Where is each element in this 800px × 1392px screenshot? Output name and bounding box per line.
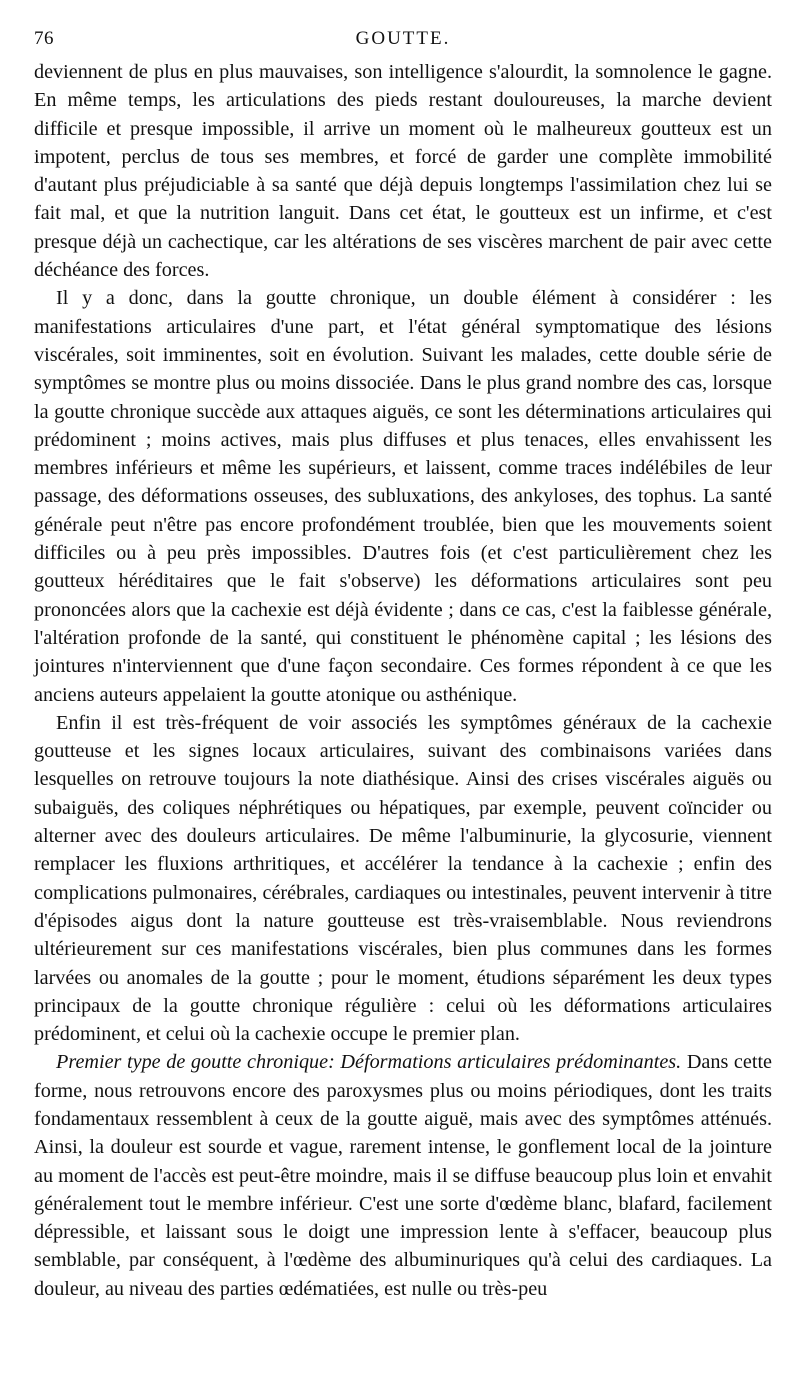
paragraph-2: Il y a donc, dans la goutte chronique, un double élément à considérer : les manifestations articulaires d'une part, et l'état général symptomatique des lésions viscérales, soit imminentes, soit en évolution. Suivant les malades, cette double série de symptômes se montre plus ou moins dissociée. Dans le plus grand nombre des cas, lorsque la goutte chronique succède aux attaques aiguës, ce sont les déterminations articulaires qui prédominent ; moins actives, mais plus diffuses et plus tenaces, elles envahissent les membres inférieurs et même les supérieurs, et laissent, comme traces indélébiles de leur passage, des déformations osseuses, des subluxations, des ankyloses, des tophus. La santé générale peut n'être pas encore profondément troublée, bien que les mouvements soient difficiles ou à peu près impossibles. D'autres fois (et c'est particulièrement chez les goutteux héréditaires que le fait s'observe) les déformations articulaires sont peu prononcées alors que la cachexie est déjà évidente ; dans ce cas, c'est la faiblesse générale, l'altération profonde de la santé, qui constituent le phénomène capital ; les lésions des jointures n'interviennent que d'une façon secondaire. Ces formes répondent à ce que les anciens auteurs appelaient la goutte atonique ou asthénique. [34,287,772,706]
paragraph-4 [34,1048,772,1303]
book-page [34,28,772,1303]
page-number: 76 [34,28,54,49]
body-text [34,58,772,1303]
running-head [34,28,772,58]
section-heading-italic: Premier type de goutte chronique: Déformations articulaires prédominantes. [56,1051,682,1074]
running-title: GOUTTE. [355,28,451,49]
paragraph-1: deviennent de plus en plus mauvaises, son intelligence s'alourdit, la somnolence le gagne. En même temps, les articulations des pieds restant douloureuses, la marche devient difficile et presque impossible, il arrive un moment où le malheureux goutteux est un impotent, perclus de tous ses membres, et forcé de garder une complète immobilité d'autant plus préjudiciable à sa santé que déjà depuis longtemps l'assimilation chez lui se fait mal, et que la nutrition languit. Dans cet état, le goutteux est un infirme, et c'est presque déjà un cachectique, car les altérations de ses viscères marchent de pair avec cette déchéance des forces. [34,61,772,282]
paragraph-4-text: Dans cette forme, nous retrouvons encore des paroxysmes plus ou moins périodiques, dont les traits fondamentaux ressemblent à ceux de la goutte aiguë, mais avec des symptômes atténués. Ainsi, la douleur est sourde et vague, rarement intense, le gonflement local de la jointure au moment de l'accès est peut-être moindre, mais il se diffuse beaucoup plus loin et envahit généralement tout le membre inférieur. C'est une sorte d'œdème blanc, blafard, facilement dépressible, et laissant sous le doigt une impression lente à s'effacer, beaucoup plus semblable, par conséquent, à l'œdème des albuminuriques qu'à celui des cardiaques. La douleur, au niveau des parties œdématiées, est nulle ou très-peu [34,1051,773,1300]
paragraph-3: Enfin il est très-fréquent de voir associés les symptômes généraux de la cachexie goutteuse et les signes locaux articulaires, suivant des combinaisons variées dans lesquelles on retrouve toujours la note diathésique. Ainsi des crises viscérales aiguës ou subaiguës, des coliques néphrétiques ou hépatiques, par exemple, peuvent coïncider ou alterner avec des douleurs articulaires. De même l'albuminurie, la glycosurie, viennent remplacer les fluxions arthritiques, et accélérer la tendance à la cachexie ; enfin des complications pulmonaires, cérébrales, cardiaques ou intestinales, peuvent intervenir à titre d'épisodes aigus dont la nature goutteuse est très-vraisemblable. Nous reviendrons ultérieurement sur ces manifestations viscérales, bien plus communes dans les formes larvées ou anomales de la goutte ; pour le moment, étudions séparément les deux types principaux de la goutte chronique régulière : celui où les déformations articulaires prédominent, et celui où la cachexie occupe le premier plan. [34,711,772,1046]
